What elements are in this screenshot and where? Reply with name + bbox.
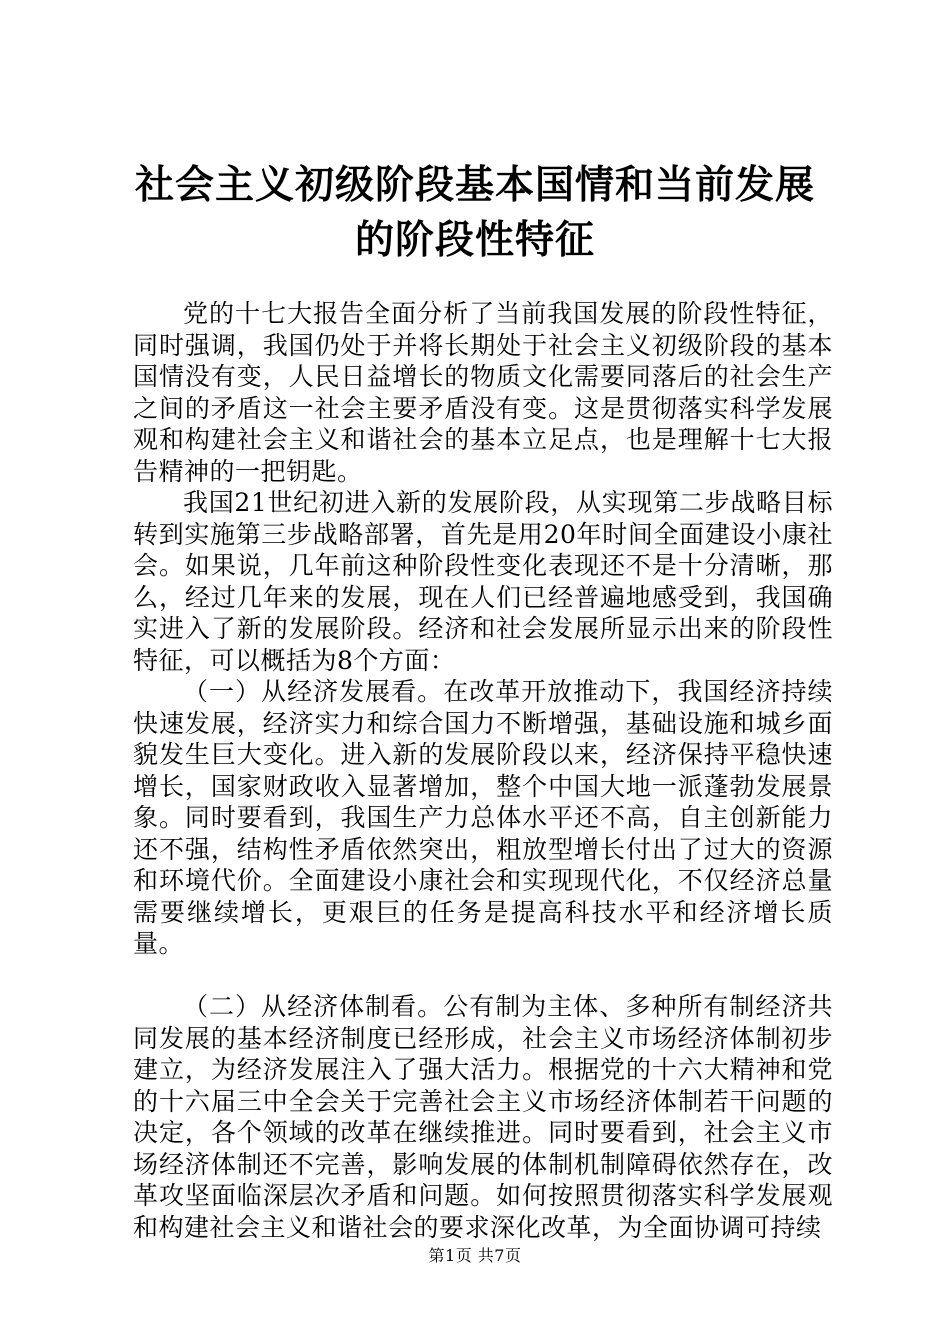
paragraph-new-stage: 我国21世纪初进入新的发展阶段，从实现第二步战略目标转到实施第三步战略部署，首先是用20年时间全面建设小康社会。如果说，几年前这种阶段性变化表现还不是十分清晰，那么，经过几年来的发展，现在人们已经普遍地感受到，我国确实进入了新的发展阶段。经济和社会发展所显示出来的阶段性特征，可以概括为8个方面： [133,488,833,675]
paragraph-intro: 党的十七大报告全面分析了当前我国发展的阶段性特征，同时强调，我国仍处于并将长期处于社会主义初级阶段的基本国情没有变，人民日益增长的物质文化需要同落后的社会生产之间的矛盾这一社会主要矛盾没有变。这是贯彻落实科学发展观和构建社会主义和谐社会的基本立足点，也是理解十七大报告精神的一把钥匙。 [133,299,833,486]
page-number-footer: 第1页 共7页 [428,1246,522,1265]
paragraph-economic-development: （一）从经济发展看。在改革开放推动下，我国经济持续快速发展，经济实力和综合国力不断增强，基础设施和城乡面貌发生巨大变化。进入新的发展阶段以来，经济保持平稳快速增长，国家财政收入显著增加，整个中国大地一派蓬勃发展景象。同时要看到，我国生产力总体水平还不高，自主创新能力还不强，结构性矛盾依然突出，粗放型增长付出了过大的资源和环境代价。全面建设小康社会和实现现代化，不仅经济总量需要继续增长，更艰巨的任务是提高科技水平和经济增长质量。 [133,677,833,958]
paragraph-economic-system: （二）从经济体制看。公有制为主体、多种所有制经济共同发展的基本经济制度已经形成，社会主义市场经济体制初步建立，为经济发展注入了强大活力。根据党的十六大精神和党的十六届三中全会关于完善社会主义市场经济体制若干问题的决定，各个领域的改革在继续推进。同时要看到，社会主义市场经济体制还不完善，影响发展的体制机制障碍依然存在，改革攻坚面临深层次矛盾和问题。如何按照贯彻落实科学发展观和构建社会主义和谐社会的要求深化改革，为全面协调可持续 [133,992,833,1242]
document-title: 社会主义初级阶段基本国情和当前发展的阶段性特征 [134,162,815,263]
document-body [133,298,833,1243]
